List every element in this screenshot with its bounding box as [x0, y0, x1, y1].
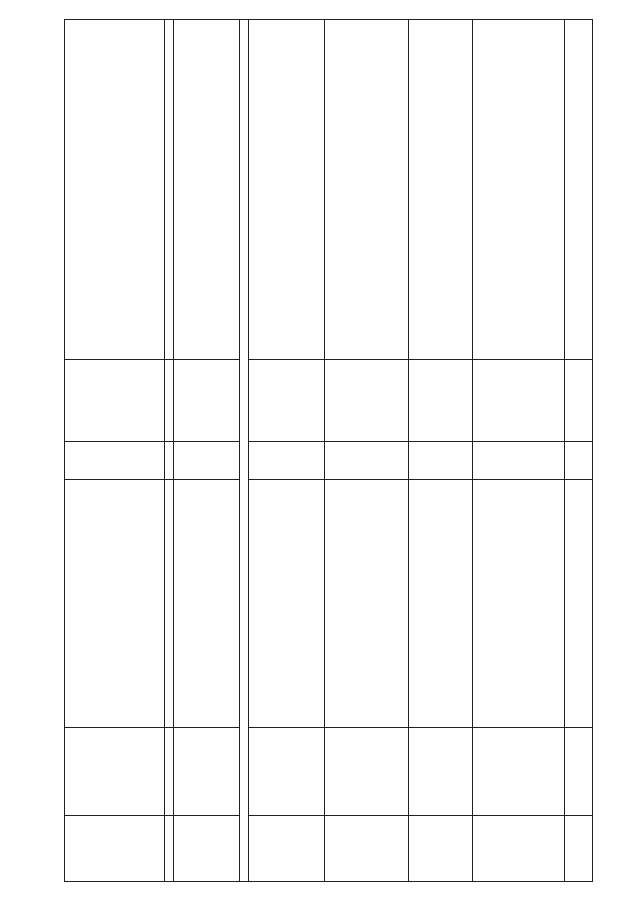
column-number — [165, 728, 174, 816]
table-cell — [174, 442, 240, 480]
program-measures-table — [64, 19, 593, 882]
table-cell — [473, 728, 565, 816]
column-number — [165, 816, 174, 882]
table-cell — [473, 442, 565, 480]
table-cell — [325, 360, 409, 442]
table-cell — [325, 442, 409, 480]
rotated-table-wrapper — [64, 20, 593, 882]
table-cell — [174, 480, 240, 728]
table-cell — [409, 816, 473, 882]
header-measure-name — [65, 480, 165, 728]
table-cell — [174, 728, 240, 816]
table-cell — [249, 20, 325, 360]
header-term — [65, 442, 165, 480]
table-cell — [409, 20, 473, 360]
table-cell — [249, 728, 325, 816]
column-number — [165, 442, 174, 480]
table-header — [65, 20, 174, 882]
table-cell — [174, 816, 240, 882]
table-row — [473, 20, 565, 882]
table-cell — [565, 480, 593, 728]
table-cell — [174, 20, 240, 360]
table-cell — [565, 816, 593, 882]
table-cell — [409, 442, 473, 480]
table-cell — [409, 360, 473, 442]
table-cell — [473, 360, 565, 442]
subprogram-title — [240, 20, 249, 882]
table-cell — [325, 480, 409, 728]
subprogram-row — [240, 20, 249, 882]
table-cell — [473, 816, 565, 882]
table-cell — [249, 442, 325, 480]
table-cell — [249, 480, 325, 728]
table-cell — [325, 728, 409, 816]
table-row — [174, 20, 240, 882]
header-expected-result — [65, 20, 165, 360]
table-cell — [249, 360, 325, 442]
header-status — [65, 816, 165, 882]
table-row — [565, 20, 593, 882]
table-cell — [473, 20, 565, 360]
table-row — [249, 20, 325, 882]
table-cell — [249, 816, 325, 882]
header-executor — [65, 360, 165, 442]
column-number — [165, 20, 174, 360]
table-cell — [325, 20, 409, 360]
table-cell — [325, 816, 409, 882]
table-cell — [409, 728, 473, 816]
column-number — [165, 480, 174, 728]
table-row — [409, 20, 473, 882]
column-number — [165, 360, 174, 442]
header-program-name — [65, 728, 165, 816]
table-row — [325, 20, 409, 882]
table-cell — [565, 728, 593, 816]
table-cell — [409, 480, 473, 728]
table-cell — [565, 360, 593, 442]
table-cell — [565, 442, 593, 480]
table-cell — [473, 480, 565, 728]
table-cell — [174, 360, 240, 442]
table-cell — [565, 20, 593, 360]
